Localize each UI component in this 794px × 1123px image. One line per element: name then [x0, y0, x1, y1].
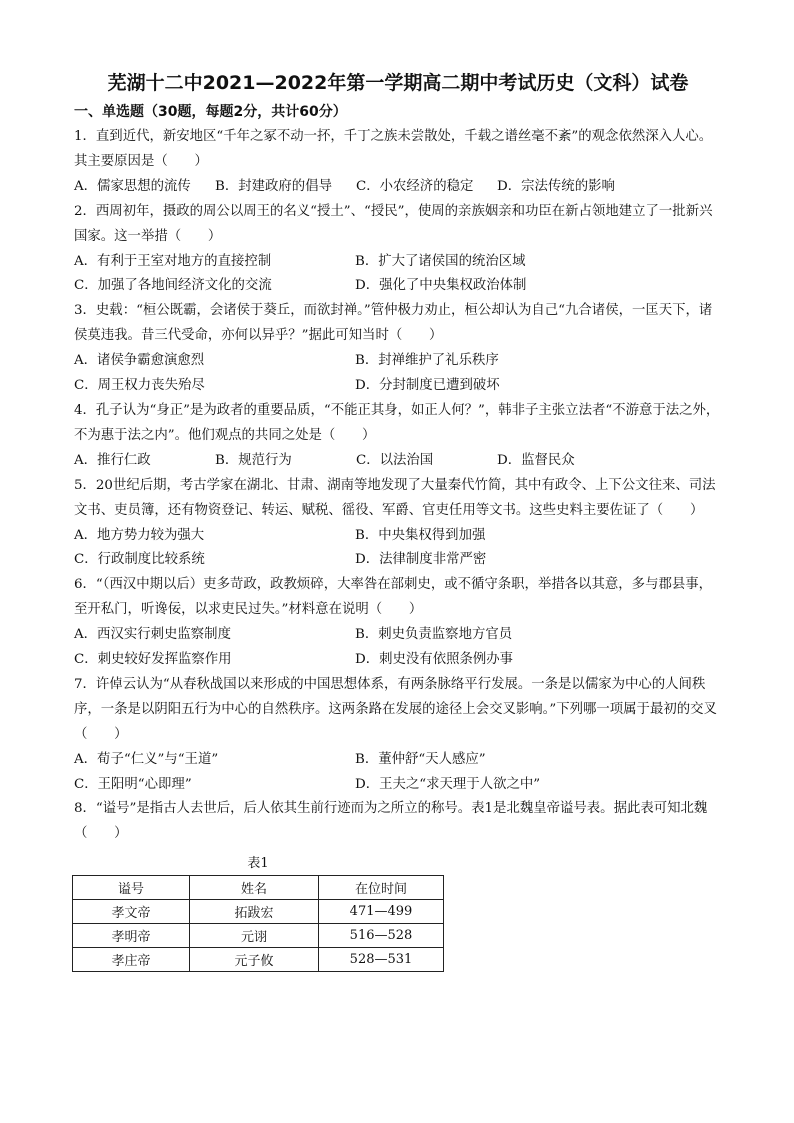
option-list: [74, 250, 722, 300]
question-stem: 8．“谥号”是指古人去世后，后人依其生前行迹而为之所立的称号。表1是北魏皇帝谥号表。据此表可知北魏（ ）: [74, 801, 708, 842]
table-row: [73, 948, 444, 972]
option-a[interactable]: A．儒家思想的流传: [74, 178, 191, 194]
option-b[interactable]: B．扩大了诸侯国的统治区域: [355, 253, 526, 269]
option-d[interactable]: D．监督民众: [497, 452, 575, 468]
question-5: [74, 474, 722, 574]
option-c[interactable]: C．以法治国: [356, 452, 434, 468]
question-8: [74, 797, 722, 972]
option-list: [74, 623, 722, 673]
option-b[interactable]: B．中央集权得到加强: [355, 527, 486, 543]
option-d[interactable]: D．分封制度已遭到破坏: [355, 378, 500, 394]
option-d[interactable]: D．刺史没有依照条例办事: [355, 652, 514, 668]
option-a[interactable]: A．推行仁政: [74, 452, 151, 468]
option-d[interactable]: D．法律制度非常严密: [355, 552, 487, 568]
emperor-posthumous-name-table: [72, 875, 444, 972]
question-stem: 6．“（西汉中期以后）吏多苛政，政教烦碎，大率咎在部刺史，或不循守条职，举措各以其意，多与郡县事，至开私门，听谗佞，以求吏民过失。”材料意在说明（ ）: [74, 577, 713, 618]
option-b[interactable]: B．刺史负责监察地方官员: [355, 627, 513, 643]
table-header-cell: 谥号: [73, 876, 190, 900]
question-6: [74, 573, 722, 673]
table-cell: 元子攸: [190, 948, 319, 972]
table-header-cell: 在位时间: [319, 876, 444, 900]
option-d[interactable]: D．宗法传统的影响: [497, 178, 615, 194]
question-stem: 4．孔子认为“身正”是为政者的重要品质，“不能正其身，如正人何？”，韩非子主张立法者“不游意于法之外，不为惠于法之内”。他们观点的共同之处是（ ）: [74, 402, 720, 443]
question-3: [74, 299, 722, 399]
option-a[interactable]: A．地方势力较为强大: [74, 527, 205, 543]
option-list: [74, 748, 722, 798]
table-cell: 孝明帝: [73, 924, 190, 948]
option-c[interactable]: C．行政制度比较系统: [74, 552, 205, 568]
option-list: [74, 175, 722, 200]
option-c[interactable]: C．小农经济的稳定: [356, 178, 474, 194]
option-b[interactable]: B．封禅维护了礼乐秩序: [355, 353, 499, 369]
table-header-row: [73, 876, 444, 900]
table-row: [73, 924, 444, 948]
option-b[interactable]: B．封建政府的倡导: [215, 178, 332, 194]
table-row: [73, 900, 444, 924]
question-stem: 7．许倬云认为“从春秋战国以来形成的中国思想体系，有两条脉络平行发展。一条是以儒家为中心的人间秩序，一条是以阴阳五行为中心的自然秩序。这两条路在发展的途径上会交叉影响。”下列哪一项属于最初的交叉（ ）: [74, 676, 717, 742]
option-b[interactable]: B．董仲舒“天人感应”: [355, 751, 486, 767]
option-c[interactable]: C．王阳明“心即理”: [74, 776, 192, 792]
table-cell: 471—499: [319, 900, 444, 924]
option-a[interactable]: A．诸侯争霸愈演愈烈: [74, 353, 205, 369]
option-list: [74, 349, 722, 399]
table-header-cell: 姓名: [190, 876, 319, 900]
option-list: [74, 449, 722, 474]
option-a[interactable]: A．有利于王室对地方的直接控制: [74, 253, 272, 269]
question-7: [74, 673, 722, 798]
question-stem: 3．史载：“桓公既霸，会诸侯于葵丘，而欲封禅。”管仲极力劝止，桓公却认为自己“九合诸侯，一匡天下，诸侯莫违我。昔三代受命，亦何以异乎？”据此可知当时（ ）: [74, 303, 713, 344]
option-a[interactable]: A．荀子“仁义”与“王道”: [74, 751, 219, 767]
table-cell: 528—531: [319, 948, 444, 972]
question-stem: 1．直到近代，新安地区“千年之冢不动一抔，千丁之族未尝散处，千载之谱丝毫不紊”的观念依然深入人心。其主要原因是（ ）: [74, 129, 713, 169]
exam-title: 芜湖十二中2021—2022年第一学期高二期中考试历史（文科）试卷: [107, 72, 689, 94]
option-b[interactable]: B．规范行为: [215, 452, 292, 468]
option-c[interactable]: C．加强了各地间经济文化的交流: [74, 278, 272, 294]
table-cell: 孝庄帝: [73, 948, 190, 972]
option-c[interactable]: C．刺史较好发挥监察作用: [74, 652, 232, 668]
question-4: [74, 399, 722, 474]
option-list: [74, 524, 722, 574]
section-heading: 一、单选题（30题，每题2分，共计60分）: [74, 104, 347, 120]
table-caption: 表1: [247, 856, 269, 872]
exam-content: [74, 70, 722, 972]
option-a[interactable]: A．西汉实行刺史监察制度: [74, 627, 231, 643]
table-cell: 516—528: [319, 924, 444, 948]
option-d[interactable]: D．王夫之“求天理于人欲之中”: [355, 776, 541, 792]
question-stem: 5．20世纪后期，考古学家在湖北、甘肃、湖南等地发现了大量秦代竹简，其中有政令、上下公文往来、司法文书、吏员簿，还有物资登记、转运、赋税、徭役、军爵、官吏任用等文书。这些史料主要佐证了（ ）: [74, 477, 716, 518]
question-1: [74, 125, 722, 200]
table-cell: 元诩: [190, 924, 319, 948]
question-2: [74, 200, 722, 300]
table-cell: 拓跋宏: [190, 900, 319, 924]
option-c[interactable]: C．周王权力丧失殆尽: [74, 378, 205, 394]
option-d[interactable]: D．强化了中央集权政治体制: [355, 278, 527, 294]
table-cell: 孝文帝: [73, 900, 190, 924]
question-stem: 2．西周初年，摄政的周公以周王的名义“授土”、“授民”，使周的亲族姻亲和功臣在新占领地建立了一批新兴国家。这一举措（ ）: [74, 203, 713, 244]
